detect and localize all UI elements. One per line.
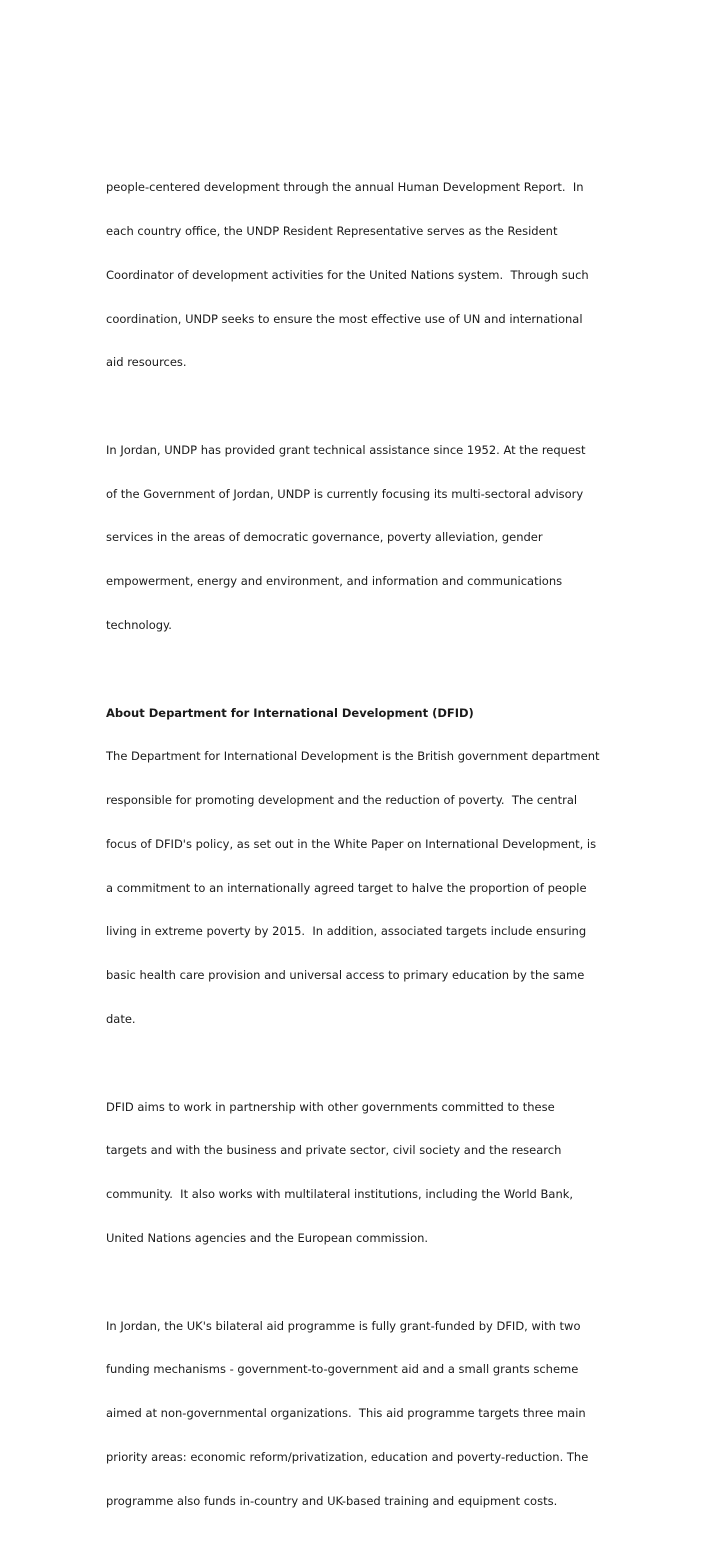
- section-heading: About Department for International Development (DFID): [106, 705, 474, 720]
- text-line: focus of DFID's policy, as set out in the White Paper on International Development, is: [106, 836, 597, 851]
- text-line: funding mechanisms - government-to-government aid and a small grants scheme: [106, 1362, 579, 1377]
- text-line: United Nations agencies and the European commission.: [106, 1230, 429, 1245]
- paragraph-undp-mandate: [106, 151, 626, 399]
- text-line: basic health care provision and universal access to primary education by the same: [106, 968, 585, 983]
- text-line: a commitment to an internationally agreed target to halve the proportion of people: [106, 880, 587, 895]
- text-line: empowerment, energy and environment, and information and communications: [106, 574, 563, 589]
- text-line: aid resources.: [106, 355, 187, 370]
- paragraph-undp-jordan: [106, 414, 626, 662]
- text-line: priority areas: economic reform/privatization, education and poverty-reduction. The: [106, 1449, 589, 1464]
- text-line: targets and with the business and private sector, civil society and the research: [106, 1143, 562, 1158]
- text-line: community. It also works with multilateral institutions, including the World Bank,: [106, 1187, 574, 1202]
- text-line: services in the areas of democratic governance, poverty alleviation, gender: [106, 530, 543, 545]
- text-line: aimed at non-governmental organizations. This aid programme targets three main: [106, 1406, 586, 1421]
- text-line: people-centered development through the annual Human Development Report. In: [106, 180, 584, 195]
- paragraph-dfid-jordan: [106, 1289, 626, 1537]
- text-line: responsible for promoting development and the reduction of poverty. The central: [106, 793, 578, 808]
- text-line: each country office, the UNDP Resident Representative serves as the Resident: [106, 223, 558, 238]
- paragraph-dfid-partnership: [106, 1070, 626, 1274]
- paragraph-dfid-about: [106, 676, 626, 1055]
- text-line: coordination, UNDP seeks to ensure the most effective use of UN and international: [106, 311, 583, 326]
- text-line: living in extreme poverty by 2015. In addition, associated targets include ensuring: [106, 924, 587, 939]
- text-line: date.: [106, 1012, 136, 1027]
- text-line: programme also funds in-country and UK-based training and equipment costs.: [106, 1493, 558, 1508]
- text-line: of the Government of Jordan, UNDP is currently focusing its multi-sectoral advisory: [106, 486, 584, 501]
- text-line: In Jordan, UNDP has provided grant technical assistance since 1952. At the request: [106, 442, 586, 457]
- text-line: The Department for International Development is the British government department: [106, 749, 600, 764]
- document-body: [106, 151, 626, 1552]
- text-line: technology.: [106, 618, 172, 632]
- text-line: In Jordan, the UK's bilateral aid programme is fully grant-funded by DFID, with two: [106, 1318, 581, 1333]
- text-line: DFID aims to work in partnership with other governments committed to these: [106, 1099, 555, 1114]
- text-line: Coordinator of development activities for the United Nations system. Through such: [106, 267, 589, 282]
